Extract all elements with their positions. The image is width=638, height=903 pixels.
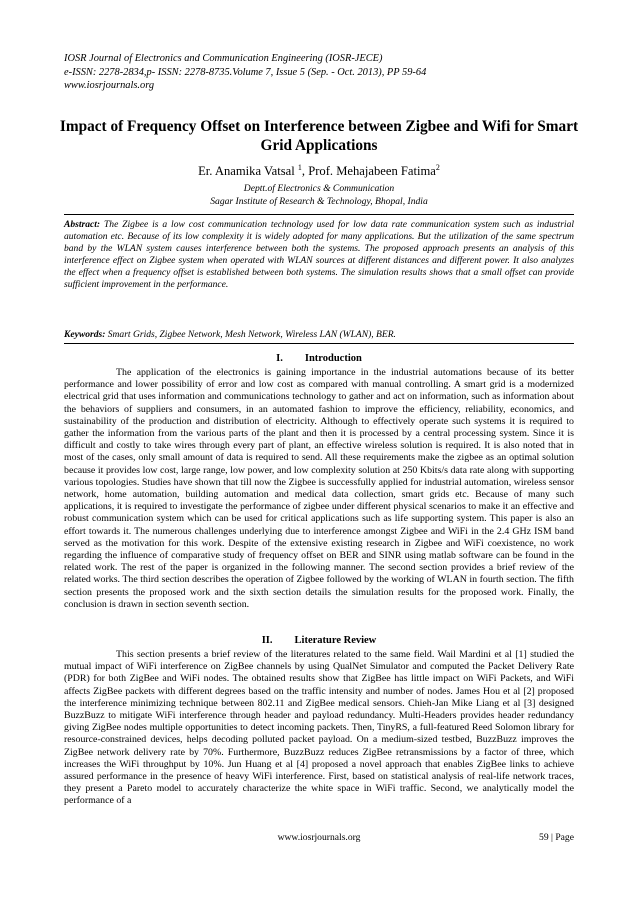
- divider-bottom: [64, 343, 574, 344]
- footer-url: www.iosrjournals.org: [277, 832, 361, 843]
- journal-header: [64, 52, 584, 93]
- section-title: Introduction: [304, 353, 362, 364]
- section-heading-literature-review: [64, 634, 574, 647]
- affiliation-dept: Deptt.of Electronics & Communication: [243, 183, 395, 194]
- introduction-text: The application of the electronics is gaining importance in the industrial automations because of its better performance and lower possibility of error and low cost as compared with manual controlling. A smart grid is a modernized electrical grid that uses information and communications technology to gather and act on information, such as information about the behaviors of suppliers and consumers, in an automated fashion to improve the efficiency, reliability, economics, and sustainability of the production and distribution of electricity. Although to effectively operate such systems it is required to gather the information from the various parts of the plant and then it is processed by a central processing system. Since it is difficult and costly to take wires through every part of plant, an effective wireless solution is required. It is also noted that in most of the cases, only small amount of data is required to send. All these requirements make the zigbee as an optimal solution because it provides low cost, large range, low power, and low complexity solution at 250 Kbits/s data rate along with supporting various topologies. Studies have shown that till now the Zigbee is successfully applied for industrial automation, wireless sensor network, home automation, building automation and medical data collection, smart grids etc. Because of many such applications, it is required to investigate the performance of zigbee under different physical scenarios to make it an effective and robust communication system which can be used for critical applications such as life supporting system. This paper is also an effort towards it. The numerous challenges underlying due to interference amongst Zigbee and WiFi in the 2.4 GHz ISM band served as the motivation for this work. Despite of the extensive existing research in Zigbee and WiFi coexistence, no work regarding the influence of comparative study of frequency offset on BER and SINR using matlab software can be found in the related work. The rest of the paper is organized in the following manner. The second section provides a brief review of the related works. The third section describes the operation of Zigbee followed by the working of WLAN in fourth section. The fifth section presents the proposed work and the sixth section details the simulation results for the proposed work. Finally, the conclusion is drawn in section seventh section.: [64, 367, 574, 610]
- journal-name: IOSR Journal of Electronics and Communication Engineering (IOSR-JECE): [64, 53, 383, 64]
- abstract-label: Abstract:: [64, 219, 101, 230]
- abstract: [64, 219, 574, 292]
- journal-issn: e-ISSN: 2278-2834,p- ISSN: 2278-8735.Volume 7, Issue 5 (Sep. - Oct. 2013), PP 59-64: [64, 66, 427, 78]
- authors-line: [64, 164, 574, 179]
- page-number: 59 | Page: [539, 832, 574, 843]
- section-heading-introduction: [64, 352, 574, 365]
- divider-top: [64, 214, 574, 215]
- author-2: Prof. Mehajabeen Fatima: [308, 164, 436, 178]
- paper-title: Impact of Frequency Offset on Interference between Zigbee and Wifi for Smart Grid Applications: [59, 118, 579, 154]
- literature-review-paragraph: [64, 649, 574, 808]
- journal-website: www.iosrjournals.org: [64, 80, 155, 92]
- author-1: Er. Anamika Vatsal: [198, 164, 295, 178]
- abstract-text: The Zigbee is a low cost communication technology used for low data rate communication system such as industrial automation etc. Because of its low complexity it is widely adopted for many applications. But the utilization of the same spectrum band by the WLAN system causes interference between both the systems. The proposed approach presents an analysis of this interference effect on Zigbee system when operated with WLAN sources at different distances and different power. It also analyzes the effect when a frequency offset is established between both systems. The simulation results shows that a small offset can provide sufficient improvement in the performance.: [64, 219, 574, 291]
- author-2-affil-mark: 2: [435, 162, 440, 172]
- section-title: Literature Review: [294, 635, 377, 646]
- section-number: II.: [261, 635, 273, 646]
- keywords-label: Keywords:: [64, 329, 106, 340]
- literature-review-text: This section presents a brief review of the literatures related to the same field. Wail Mardini et al [1] studied the mutual impact of WiFi interference on ZigBee channels by using QualNet Simulator and computed the Packet Delivery Rate (PDR) for both ZigBee and WiFi nodes. The obtained results show that ZigBee has little impact on WiFi Packets, and WiFi affects ZigBee packets with different degrees based on the traffic intensity and number of nodes. James Hou et al [2] proposed the interference minimizing technique between 802.11 and ZigBee medical sensors. Chieh-Jan Mike Liang et al [3] designed BuzzBuzz to mitigate WiFi interference through header and payload redundancy. Multi-Headers provides header redundancy giving ZigBee nodes multiple opportunities to detect incoming packets. Then, TinyRS, a full-featured Reed Solomon library for resource-constrained devices, helps decoding polluted packet payload. On a medium-sized testbed, BuzzBuzz improves the ZigBee network delivery rate by 70%. Furthermore, BuzzBuzz reduces ZigBee retransmissions by a factor of three, which increases the WiFi throughput by 10%. Jun Huang et al [4] proposed a novel approach that enables ZigBee links to achieve assured performance in the presence of heavy WiFi interference. First, based on statistical analysis of real-life network traces, they present a Pareto model to accurately characterize the white space in WiFi traffic. Second, we analytically model the performance of a: [64, 649, 574, 807]
- keywords: [64, 329, 574, 341]
- author-1-affil-mark: 1: [297, 162, 302, 172]
- affiliation-institute: Sagar Institute of Research & Technology, Bhopal, India: [210, 196, 428, 207]
- section-number: I.: [276, 353, 283, 364]
- author-separator: ,: [301, 164, 309, 178]
- introduction-paragraph: [64, 367, 574, 611]
- keywords-text: Smart Grids, Zigbee Network, Mesh Network, Wireless LAN (WLAN), BER.: [105, 329, 396, 340]
